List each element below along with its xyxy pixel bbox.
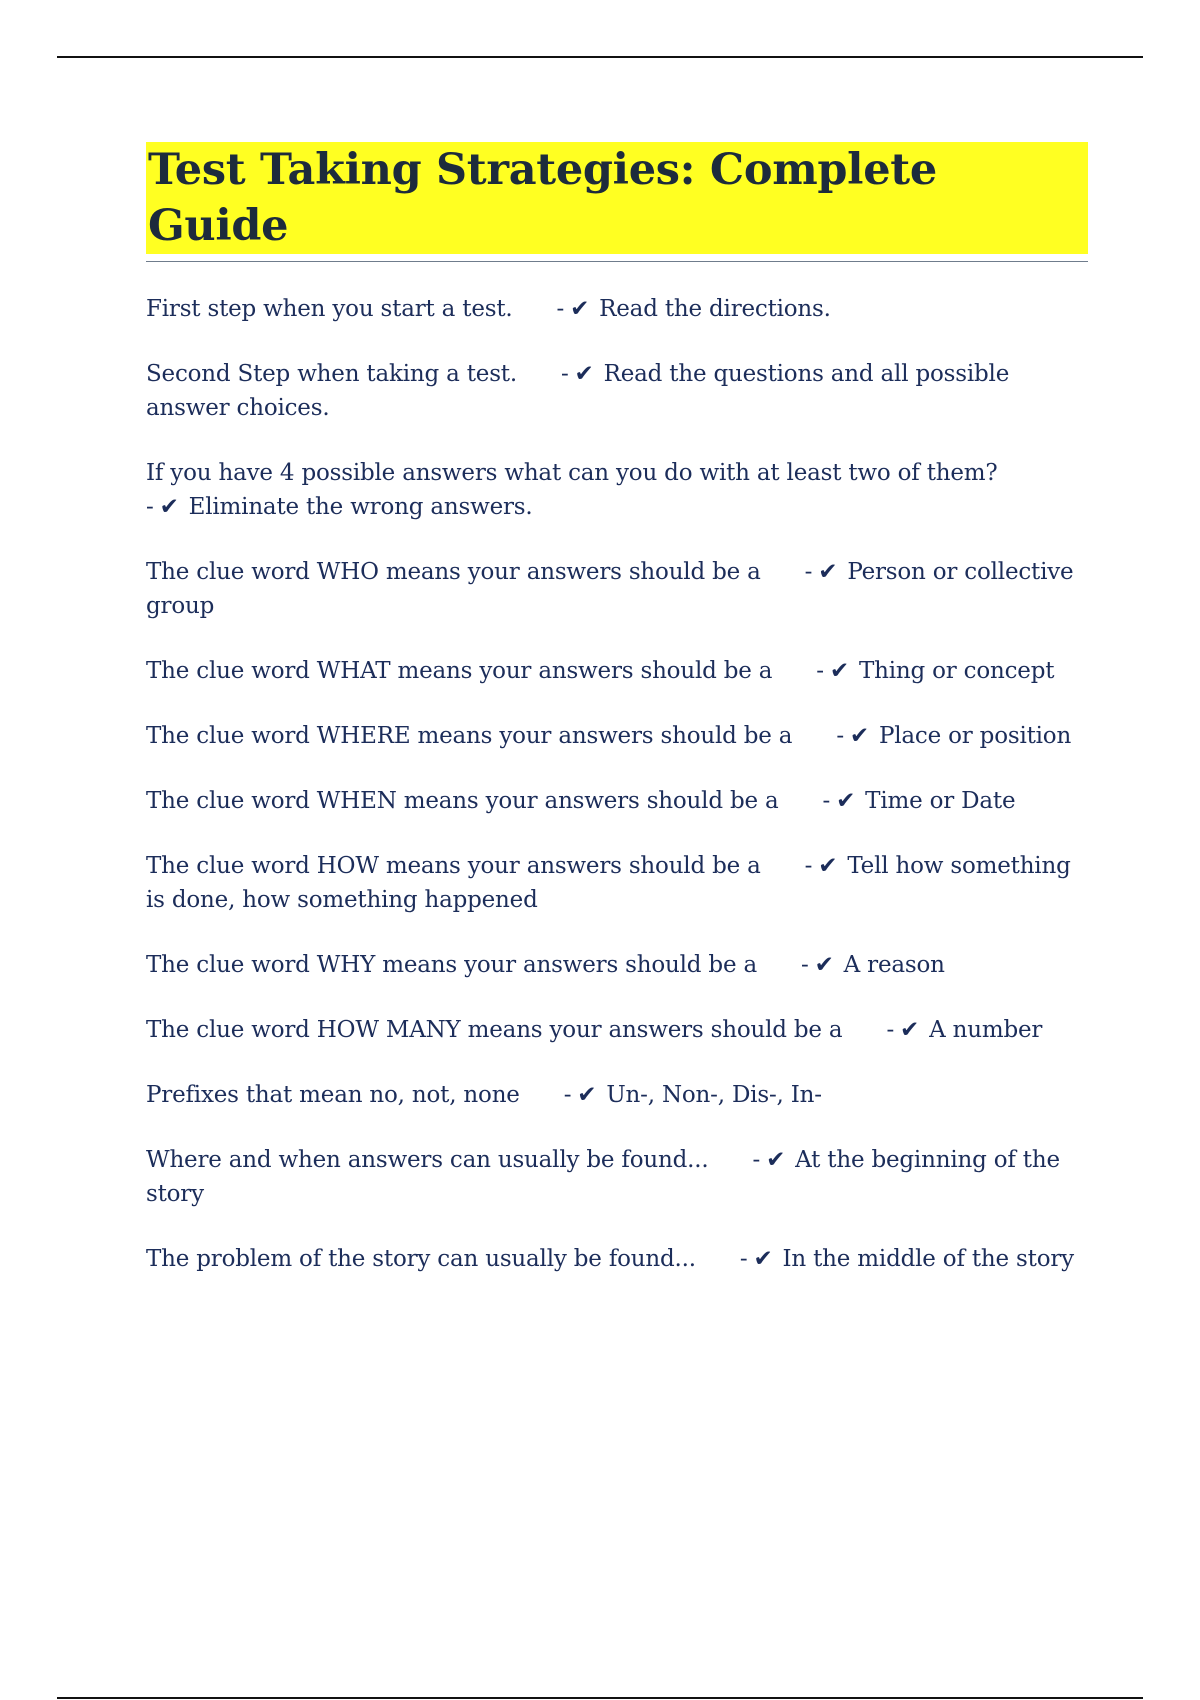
- dash-separator: -: [752, 1147, 761, 1173]
- checkmark-icon: ✔: [829, 658, 849, 684]
- qa-item: [146, 357, 1088, 425]
- answer-text: Time or Date: [865, 788, 1016, 814]
- qa-item: [146, 1242, 1088, 1276]
- question-text: The clue word HOW MANY means your answers should be a: [146, 1017, 843, 1043]
- answer-text: Un-, Non-, Dis-, In-: [606, 1082, 822, 1108]
- qa-item: [146, 456, 1088, 524]
- answer-text: A number: [929, 1017, 1043, 1043]
- qa-item: [146, 292, 1088, 326]
- qa-item: [146, 1143, 1088, 1211]
- answer-text: Eliminate the wrong answers.: [188, 494, 533, 520]
- dash-separator: -: [801, 952, 809, 978]
- checkmark-icon: ✔: [574, 361, 594, 387]
- qa-item: [146, 719, 1088, 753]
- answer-text: Person or collective group: [146, 559, 1074, 619]
- top-rule: [57, 56, 1143, 58]
- checkmark-icon: ✔: [818, 853, 838, 879]
- question-text: The clue word WHEN means your answers should be a: [146, 788, 779, 814]
- document-body: [146, 142, 1088, 1307]
- dash-separator: -: [560, 361, 569, 387]
- dash-separator: -: [804, 559, 813, 585]
- answer-text: Read the questions and all possible answer choices.: [146, 361, 1010, 421]
- qa-item: [146, 1013, 1088, 1047]
- answer-text: Thing or concept: [858, 658, 1055, 684]
- dash-separator: -: [739, 1246, 748, 1272]
- dash-separator: -: [556, 296, 565, 322]
- qa-item: [146, 1078, 1088, 1112]
- question-text: First step when you start a test.: [146, 296, 513, 322]
- question-text: The clue word WHAT means your answers should be a: [146, 658, 773, 684]
- bottom-rule: [57, 1697, 1143, 1699]
- question-text: Second Step when taking a test.: [146, 361, 517, 387]
- question-text: Where and when answers can usually be found...: [146, 1147, 709, 1173]
- answer-text: In the middle of the story: [782, 1246, 1074, 1272]
- answer-text: At the beginning of the story: [146, 1147, 1060, 1207]
- qa-item: [146, 948, 1088, 982]
- answer-text: Place or position: [878, 723, 1072, 749]
- question-text: The clue word HOW means your answers should be a: [146, 853, 761, 879]
- dash-separator: -: [816, 658, 824, 684]
- question-text: Prefixes that mean no, not, none: [146, 1082, 520, 1108]
- checkmark-icon: ✔: [766, 1147, 786, 1173]
- dash-separator: -: [563, 1082, 572, 1108]
- checkmark-icon: ✔: [849, 723, 869, 749]
- question-text: If you have 4 possible answers what can you do with at least two of them?: [146, 460, 998, 486]
- title-block: [146, 142, 1088, 262]
- checkmark-icon: ✔: [577, 1082, 597, 1108]
- qa-item: [146, 849, 1088, 917]
- checkmark-icon: ✔: [836, 788, 856, 814]
- question-text: The problem of the story can usually be found...: [146, 1246, 696, 1272]
- checkmark-icon: ✔: [159, 494, 179, 520]
- answer-text: Tell how something is done, how something happened: [146, 853, 1071, 913]
- dash-separator: -: [822, 788, 831, 814]
- dash-separator: -: [146, 494, 154, 520]
- checkmark-icon: ✔: [753, 1246, 773, 1272]
- checkmark-icon: ✔: [818, 559, 838, 585]
- qa-item: [146, 654, 1088, 688]
- dash-separator: -: [886, 1017, 895, 1043]
- qa-list: [146, 292, 1088, 1276]
- checkmark-icon: ✔: [900, 1017, 920, 1043]
- answer-text: Read the directions.: [599, 296, 831, 322]
- qa-item: [146, 784, 1088, 818]
- dash-separator: -: [804, 853, 813, 879]
- question-text: The clue word WHERE means your answers should be a: [146, 723, 793, 749]
- qa-item: [146, 555, 1088, 623]
- dash-separator: -: [836, 723, 844, 749]
- answer-text: A reason: [843, 952, 945, 978]
- page-title: Test Taking Strategies: Complete Guide: [146, 142, 1088, 254]
- question-text: The clue word WHO means your answers should be a: [146, 559, 761, 585]
- checkmark-icon: ✔: [570, 296, 590, 322]
- question-text: The clue word WHY means your answers should be a: [146, 952, 757, 978]
- checkmark-icon: ✔: [814, 952, 834, 978]
